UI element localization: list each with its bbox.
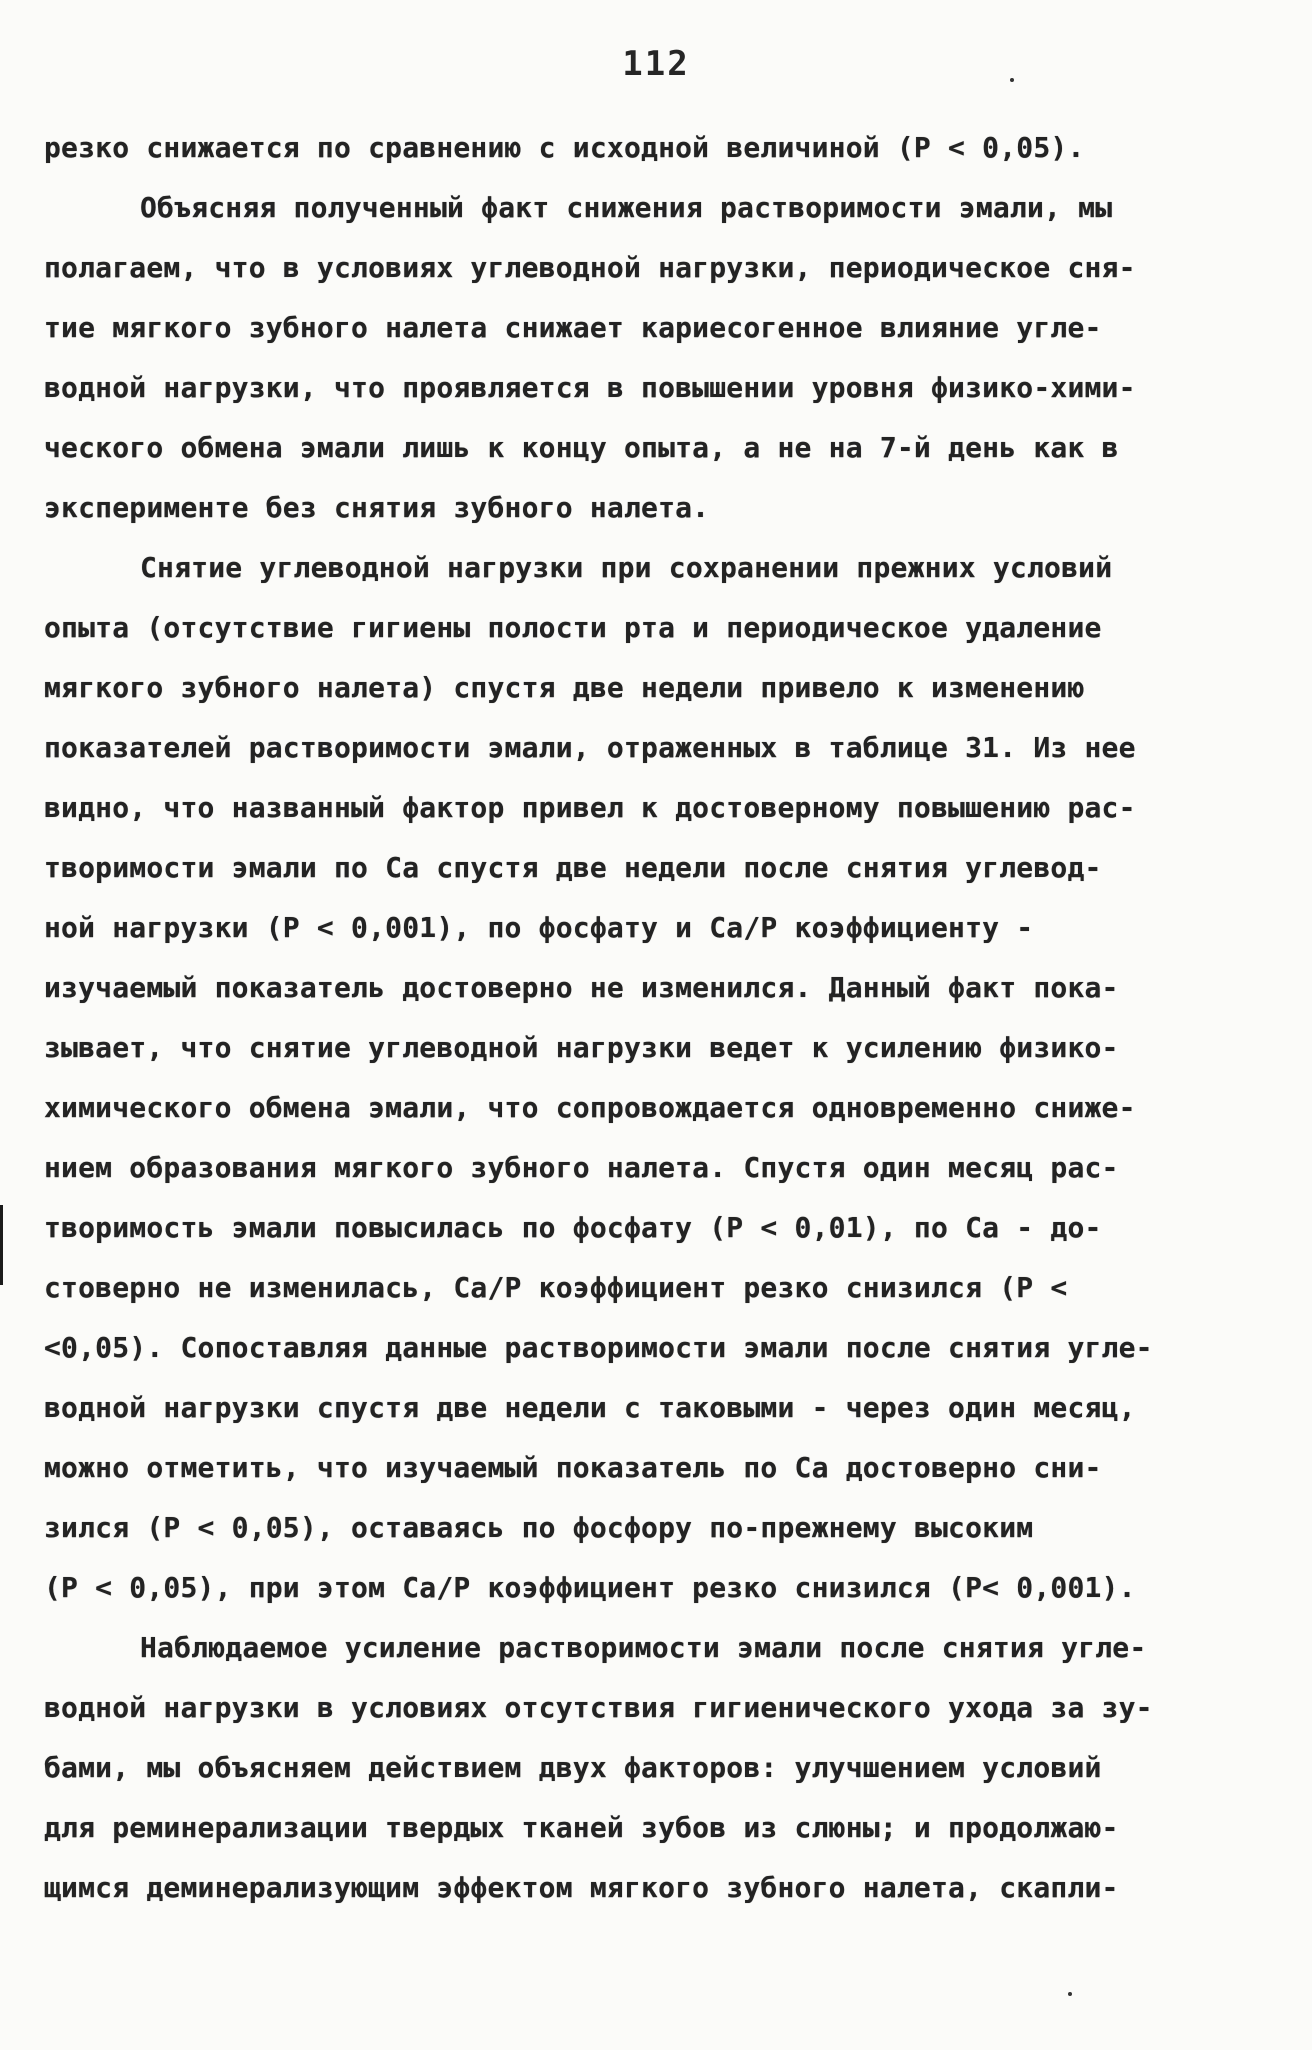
scan-speck: [1068, 1992, 1072, 1996]
text-line: нием образования мягкого зубного налета. Спустя один месяц рас-: [44, 1151, 1119, 1184]
text-line: Снятие углеводной нагрузки при сохранении прежних условий: [140, 551, 1113, 584]
text-line: бами, мы объясняем действием двух факторов: улучшением условий: [44, 1751, 1102, 1784]
text-line: ческого обмена эмали лишь к концу опыта, а не на 7-й день как в: [44, 431, 1119, 464]
text-line: стоверно не изменилась, Ca/P коэффициент резко снизился (P <: [44, 1271, 1068, 1304]
text-line: водной нагрузки спустя две недели с таковыми - через один месяц,: [44, 1391, 1136, 1424]
text-line: <0,05). Сопоставляя данные растворимости эмали после снятия угле-: [44, 1331, 1153, 1364]
paragraph-interpretation: [44, 1618, 1244, 1918]
text-line: химического обмена эмали, что сопровождается одновременно сниже-: [44, 1091, 1136, 1124]
page-number: 112: [622, 44, 690, 84]
text-line: полагаем, что в условиях углеводной нагрузки, периодическое сня-: [44, 251, 1136, 284]
text-line: зывает, что снятие углеводной нагрузки ведет к усилению физико-: [44, 1031, 1119, 1064]
body-text: [44, 118, 1244, 1918]
text-line: можно отметить, что изучаемый показатель по Ca достоверно сни-: [44, 1451, 1102, 1484]
text-line: Наблюдаемое усиление растворимости эмали после снятия угле-: [140, 1631, 1147, 1664]
text-line: видно, что названный фактор привел к достоверному повышению рас-: [44, 791, 1136, 824]
text-line: ной нагрузки (P < 0,001), по фосфату и Ca/P коэффициенту -: [44, 911, 1034, 944]
text-line: зился (P < 0,05), оставаясь по фосфору по-прежнему высоким: [44, 1511, 1034, 1544]
text-line: Объясняя полученный факт снижения растворимости эмали, мы: [140, 191, 1113, 224]
text-line: мягкого зубного налета) спустя две недели привело к изменению: [44, 671, 1085, 704]
scan-margin-mark: [0, 1205, 3, 1285]
text-line: водной нагрузки в условиях отсутствия гигиенического ухода за зу-: [44, 1691, 1153, 1724]
text-line: тие мягкого зубного налета снижает кариесогенное влияние угле-: [44, 311, 1102, 344]
paragraph-explanation: [44, 178, 1244, 538]
text-line: для реминерализации твердых тканей зубов из слюны; и продолжаю-: [44, 1811, 1119, 1844]
scan-speck: [1010, 78, 1014, 82]
text-line: (P < 0,05), при этом Ca/P коэффициент резко снизился (P< 0,001).: [44, 1571, 1136, 1604]
text-line: щимся деминерализующим эффектом мягкого зубного налета, скапли-: [44, 1871, 1119, 1904]
paragraph-continuation: [44, 118, 1244, 178]
text-line: эксперименте без снятия зубного налета.: [44, 491, 710, 524]
text-line: резко снижается по сравнению с исходной величиной (P < 0,05).: [44, 131, 1085, 164]
text-line: показателей растворимости эмали, отраженных в таблице 31. Из нее: [44, 731, 1136, 764]
text-line: изучаемый показатель достоверно не изменился. Данный факт пока-: [44, 971, 1119, 1004]
text-line: творимости эмали по Ca спустя две недели после снятия углевод-: [44, 851, 1102, 884]
text-line: творимость эмали повысилась по фосфату (P < 0,01), по Ca - до-: [44, 1211, 1102, 1244]
paragraph-results: [44, 538, 1244, 1618]
text-line: водной нагрузки, что проявляется в повышении уровня физико-хими-: [44, 371, 1136, 404]
text-line: опыта (отсутствие гигиены полости рта и периодическое удаление: [44, 611, 1102, 644]
